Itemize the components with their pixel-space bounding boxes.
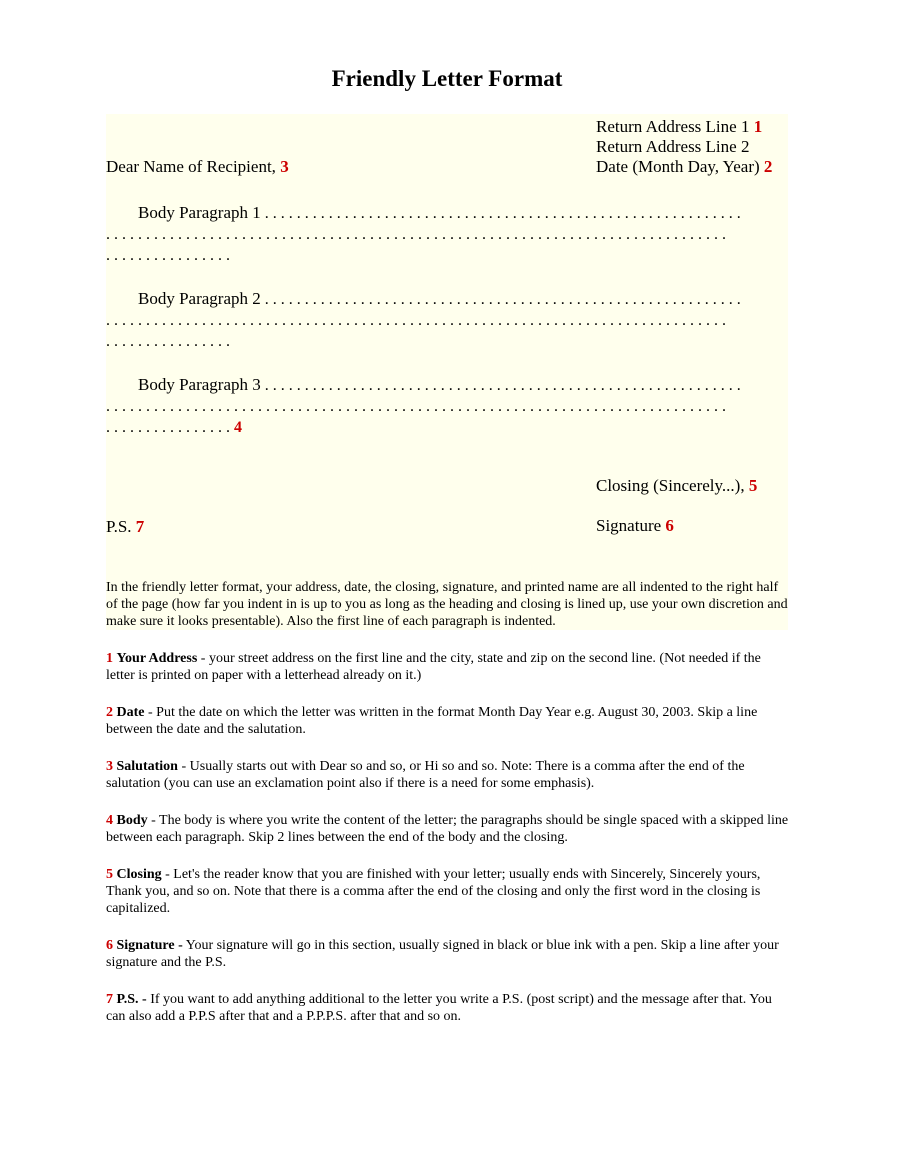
body-paragraph-label: Body Paragraph 1 (138, 203, 261, 222)
ps-line (106, 517, 144, 537)
note-number: 4 (106, 813, 113, 828)
note-item (106, 704, 790, 738)
note-term: Closing (116, 867, 162, 882)
note-term: Salutation (116, 759, 178, 774)
marker-7: 7 (135, 517, 145, 536)
greeting-text: Dear Name of Recipient, (106, 157, 276, 176)
note-item (106, 866, 790, 917)
note-item (106, 650, 790, 684)
page-title: Friendly Letter Format (331, 66, 563, 91)
note-text: Your signature will go in this section, usually signed in black or blue ink with a pen. Skip a line after your signature and the P.S. (106, 938, 779, 970)
note-item (106, 812, 790, 846)
body-paragraph-label: Body Paragraph 3 (138, 375, 261, 394)
marker-5: 5 (748, 476, 758, 495)
note-term: Body (116, 813, 148, 828)
note-text: - Usually starts out with Dear so and so, or Hi so and so. Note: There is a comma after the end of the salutation (you can use an exclamation point also if there is a need for some emphasis). (106, 759, 745, 791)
note-number: 1 (106, 651, 113, 666)
signature-line (596, 516, 674, 536)
date-line (596, 157, 772, 177)
dot-leader: . . . . . . . . . . . . . . . . . . . . . . . . . . . . . . . . . . . . . . . . . . . . . . . . . . . . . . . . . . . . (260, 377, 741, 394)
dot-leader: . . . . . . . . . . . . . . . . . . . . . . . . . . . . . . . . . . . . . . . . . . . . . . . . . . . . . . . . . . . . (260, 205, 741, 222)
dot-leader: . . . . . . . . . . . . . . . . . . . . . . . . . . . . . . . . . . . . . . . . . . . . . . . . . . . . . . . . . . . . (260, 291, 741, 308)
return-address-line-1-text: Return Address Line 1 (596, 117, 750, 136)
dot-leader: . . . . . . . . . . . . . . . . . . . . . . . . . . . . . . . . . . . . . . . . . . . . . . . . . . . . . . . . . . . . . . . . . . . . . . . . . . . . . . (106, 226, 726, 243)
note-term: Signature - (116, 938, 183, 953)
note-item (106, 758, 790, 792)
note-term: Your Address (116, 651, 198, 666)
return-address-line-1 (596, 117, 762, 137)
note-text: - The body is where you write the content of the letter; the paragraphs should be single spaced with a skipped line between each paragraph. Skip 2 lines between the end of the body and the closing. (106, 813, 789, 845)
note-number: 2 (106, 705, 113, 720)
ps-text: P.S. (106, 517, 132, 536)
dot-leader: . . . . . . . . . . . . . . . . . . . . . . . . . . . . . . . . . . . . . . . . . . . . . . . . . . . . . . . . . . . . . . . . . . . . . . . . . . . . . . (106, 312, 726, 329)
body-paragraph-label: Body Paragraph 2 (138, 289, 261, 308)
marker-6: 6 (665, 516, 674, 535)
note-number: 5 (106, 867, 113, 882)
dot-leader: . . . . . . . . . . . . . . . . . . . . . . . . . . . . . . . . . . . . . . . . . . . . . . . . . . . . . . . . . . . . . . . . . . . . . . . . . . . . . . (106, 398, 726, 415)
date-text: Date (Month Day, Year) (596, 157, 760, 176)
body-paragraph-1 (106, 202, 788, 266)
letter-example (106, 114, 788, 630)
body-paragraph-3 (106, 374, 788, 438)
note-item (106, 991, 790, 1025)
marker-1: 1 (753, 117, 763, 136)
closing-line (596, 476, 757, 496)
dot-leader: . . . . . . . . . . . . . . . . (106, 247, 230, 264)
notes-list (106, 650, 790, 1045)
note-item (106, 937, 790, 971)
return-address-line-2: Return Address Line 2 (596, 137, 750, 156)
greeting-line (106, 157, 289, 177)
signature-text: Signature (596, 516, 662, 535)
note-text: - Put the date on which the letter was written in the format Month Day Year e.g. August 30, 2003. Skip a line between the date and the salutation. (106, 705, 758, 737)
intro-paragraph: In the friendly letter format, your address, date, the closing, signature, and printed name are all indented to the right half of the page (how far you indent in is up to you as long as the heading and closing is lined up, use your own discretion and make sure it looks presentable). Also the first line of each paragraph is indented. (106, 580, 788, 629)
note-term: Date (116, 705, 145, 720)
body-paragraph-2 (106, 288, 788, 352)
note-number: 6 (106, 938, 113, 953)
note-number: 3 (106, 759, 113, 774)
closing-text: Closing (Sincerely...), (596, 476, 745, 495)
note-text: If you want to add anything additional to the letter you write a P.S. (post script) and the message after that. You can also add a P.P.S after that and a P.P.P.S. after that and so on. (106, 992, 772, 1024)
note-text: - your street address on the first line and the city, state and zip on the second line. (Not needed if the letter is printed on paper with a letterhead already on it.) (106, 651, 761, 683)
note-text: - Let's the reader know that you are finished with your letter; usually ends with Sincerely, Sincerely yours, Thank you, and so on. Note that there is a comma after the end of the closing and only the first word in the closing is capitalized. (106, 867, 761, 916)
marker-3: 3 (280, 157, 289, 176)
marker-4: 4 (234, 419, 242, 436)
dot-leader: . . . . . . . . . . . . . . . . (106, 333, 230, 350)
dot-leader: . . . . . . . . . . . . . . . . (106, 419, 230, 436)
note-term: P.S. - (116, 992, 147, 1007)
note-number: 7 (106, 992, 113, 1007)
marker-2: 2 (763, 157, 773, 176)
